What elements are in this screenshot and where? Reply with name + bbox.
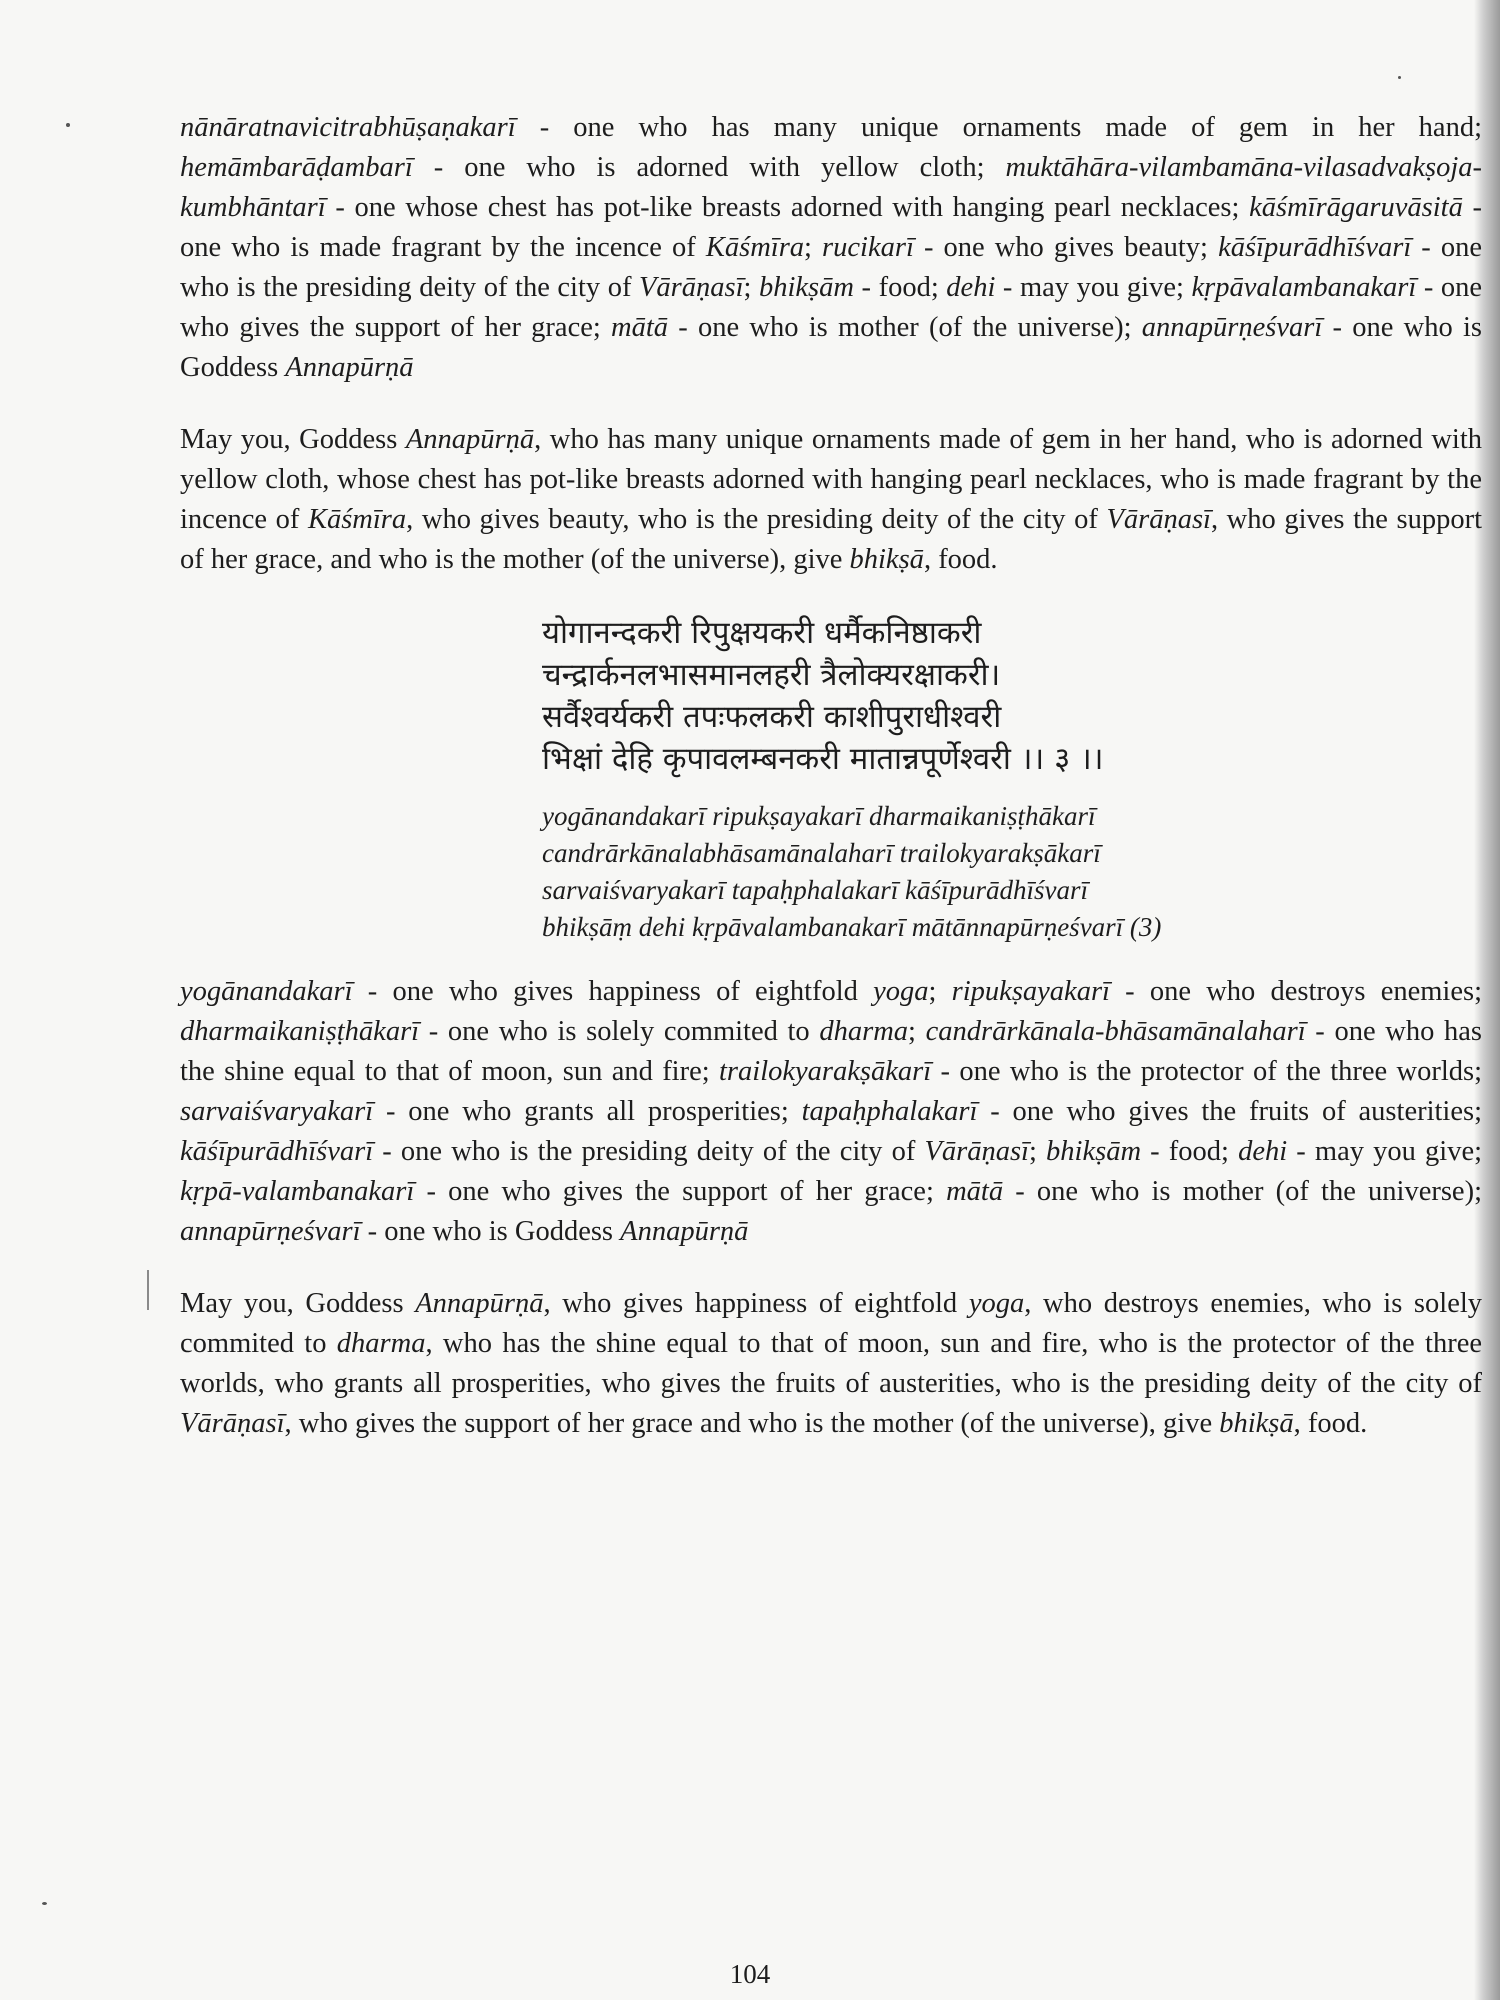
italic-term: Kāśmīra [705, 232, 805, 263]
italic-term: yoga [968, 1288, 1025, 1319]
text-run: - one who is Goddess [360, 1216, 621, 1247]
text-run: - one who is the presiding deity of the city of [180, 232, 1483, 303]
verse-line: भिक्षां देहि कृपावलम्बनकरी मातान्नपूर्णेश्वरी ।। ३ ।। [542, 741, 1104, 777]
glossary-paragraph [180, 108, 1482, 388]
transliteration-line: candrārkānalabhāsamānalaharī trailokyarakṣākarī [542, 838, 1101, 868]
italic-term: bhikṣām [1046, 1136, 1142, 1167]
text-run: - one who is made fragrant by the incence of [180, 192, 1482, 263]
text-run: , who gives happiness of eightfold [543, 1288, 969, 1319]
italic-term: dehi [1238, 1136, 1288, 1167]
text-run: - one who gives the support of her grace; [180, 272, 1483, 343]
italic-term: hemāmbarāḍambarī [180, 152, 413, 183]
devanagari-verse [542, 612, 1482, 780]
text-run: ; [804, 232, 823, 263]
italic-term: bhikṣā [849, 544, 924, 575]
italic-term: candrārkānala-bhāsamānalaharī [925, 1016, 1306, 1047]
italic-term: kāśīpurādhīśvarī [1218, 232, 1412, 263]
italic-term: kāśīpurādhīśvarī [180, 1136, 374, 1167]
transliteration-line: bhikṣāṃ dehi kṛpāvalambanakarī mātānnapūrṇeśvarī (3) [542, 912, 1162, 942]
text-run: - one who gives the support of her grace; [414, 1176, 947, 1207]
italic-term: mātā [946, 1176, 1004, 1207]
translation-paragraph [180, 1284, 1482, 1444]
italic-term: Vārāṇasī [180, 1408, 285, 1439]
text-run: , who destroys enemies, who is solely commited to [180, 1288, 1483, 1359]
text-run: - one who gives happiness of eightfold [352, 976, 874, 1007]
text-run: - one who is adorned with yellow cloth; [412, 152, 1006, 183]
italic-term: nānāratnavicitrabhūṣaṇakarī [180, 112, 516, 143]
text-run: ; [928, 976, 952, 1007]
text-run: - one who grants all prosperities; [373, 1096, 802, 1127]
text-run: - one who is solely commited to [419, 1016, 820, 1047]
text-run: - one who has the shine equal to that of moon, sun and fire; [180, 1016, 1483, 1087]
scan-speck [42, 1902, 47, 1905]
text-run: , who gives the support of her grace and who is the mother (of the universe), give [284, 1408, 1220, 1439]
transliteration-line: yogānandakarī ripukṣayakarī dharmaikaniṣṭhākarī [542, 801, 1096, 831]
italic-term: tapaḥphalakarī [801, 1096, 978, 1127]
italic-term: Vārāṇasī [638, 272, 744, 303]
text-run: - one who is mother (of the universe); [1003, 1176, 1482, 1207]
text-run: , who has many unique ornaments made of gem in her hand, who is adorned with yellow cloth, whose chest has pot-like breasts adorned with hanging pearl necklaces, who is made fragrant by the incence of [180, 424, 1483, 535]
italic-term: Vārāṇasī [924, 1136, 1029, 1167]
transliteration [542, 798, 1482, 946]
italic-term: Annapūrṇā [405, 424, 535, 455]
italic-term: Kāśmīra [307, 504, 407, 535]
verse-line: योगानन्दकरी रिपुक्षयकरी धर्मैकनिष्ठाकरी [542, 615, 982, 651]
text-run: - food; [853, 272, 947, 303]
text-run: , food. [923, 544, 998, 575]
italic-term: kāśmīrāgaruvāsitā [1249, 192, 1463, 223]
verse-block [542, 612, 1482, 946]
text-run: - may you give; [1287, 1136, 1483, 1167]
italic-term: Annapūrṇā [285, 352, 414, 383]
italic-term: Annapūrṇā [415, 1288, 544, 1319]
translation-paragraph [180, 420, 1482, 580]
text-run: - one whose chest has pot-like breasts adorned with hanging pearl necklaces; [325, 192, 1250, 223]
text-run: - one who is mother (of the universe); [668, 312, 1142, 343]
text-run: , who gives beauty, who is the presiding deity of the city of [406, 504, 1107, 535]
text-run: , food. [1293, 1408, 1368, 1439]
italic-term: trailokyarakṣākarī [719, 1056, 932, 1087]
text-run: , who has the shine equal to that of moon, sun and fire, who is the protector of the three worlds, who grants all prosperities, who gives the fruits of austerities, who is the presiding deity of the city of [180, 1328, 1482, 1399]
page-number: 104 [729, 1959, 771, 1989]
text-run: - one who has many unique ornaments made of gem in her hand; [515, 112, 1482, 143]
text-run: - one who destroys enemies; [1109, 976, 1482, 1007]
italic-term: Vārāṇasī [1106, 504, 1211, 535]
italic-term: dehi [946, 272, 996, 303]
text-run: - may you give; [995, 272, 1192, 303]
text-run: , who gives the support of her grace, and who is the mother (of the universe), give [180, 504, 1483, 575]
text-run: - one who is Goddess [180, 312, 1482, 383]
italic-term: bhikṣā [1219, 1408, 1294, 1439]
text-run: May you, Goddess [180, 424, 406, 455]
italic-term: dharma [336, 1328, 426, 1359]
italic-term: annapūrṇeśvarī [180, 1216, 361, 1247]
italic-term: bhikṣām [758, 272, 854, 303]
scan-speck [66, 123, 70, 127]
glossary-paragraph [180, 972, 1482, 1252]
text-run: May you, Goddess [180, 1288, 416, 1319]
page-content [180, 108, 1482, 1476]
text-run: - one who is the presiding deity of the city of [373, 1136, 925, 1167]
scan-speck [1398, 76, 1401, 79]
text-run: ; [1028, 1136, 1047, 1167]
italic-term: muktāhāra-vilambamāna-vilasadvakṣoja-kumbhāntarī [180, 152, 1482, 223]
verse-line: सर्वैश्वर्यकरी तपःफलकरी काशीपुराधीश्वरी [542, 699, 1002, 735]
italic-term: Annapūrṇā [620, 1216, 749, 1247]
italic-term: sarvaiśvaryakarī [180, 1096, 374, 1127]
italic-term: yoga [873, 976, 929, 1007]
transliteration-line: sarvaiśvaryakarī tapaḥphalakarī kāśīpurādhīśvarī [542, 875, 1088, 905]
italic-term: kṛpāvalambanakarī [1191, 272, 1417, 303]
italic-term: yogānandakarī [180, 976, 353, 1007]
margin-mark [147, 1270, 149, 1310]
text-run: - one who gives the fruits of austerities; [977, 1096, 1482, 1127]
text-run: - one who gives beauty; [913, 232, 1219, 263]
italic-term: mātā [611, 312, 669, 343]
text-run: ; [743, 272, 759, 303]
italic-term: dharma [819, 1016, 909, 1047]
italic-term: dharmaikaniṣṭhākarī [180, 1016, 420, 1047]
verse-line: चन्द्रार्कनलभासमानलहरी त्रैलोक्यरक्षाकरी। [542, 657, 1001, 693]
text-run: - one who is the protector of the three worlds; [931, 1056, 1483, 1087]
text-run: - food; [1141, 1136, 1239, 1167]
italic-term: ripukṣayakarī [951, 976, 1110, 1007]
italic-term: rucikarī [822, 232, 914, 263]
italic-term: kṛpā-valambanakarī [180, 1176, 415, 1207]
text-run: ; [908, 1016, 926, 1047]
italic-term: annapūrṇeśvarī [1141, 312, 1323, 343]
